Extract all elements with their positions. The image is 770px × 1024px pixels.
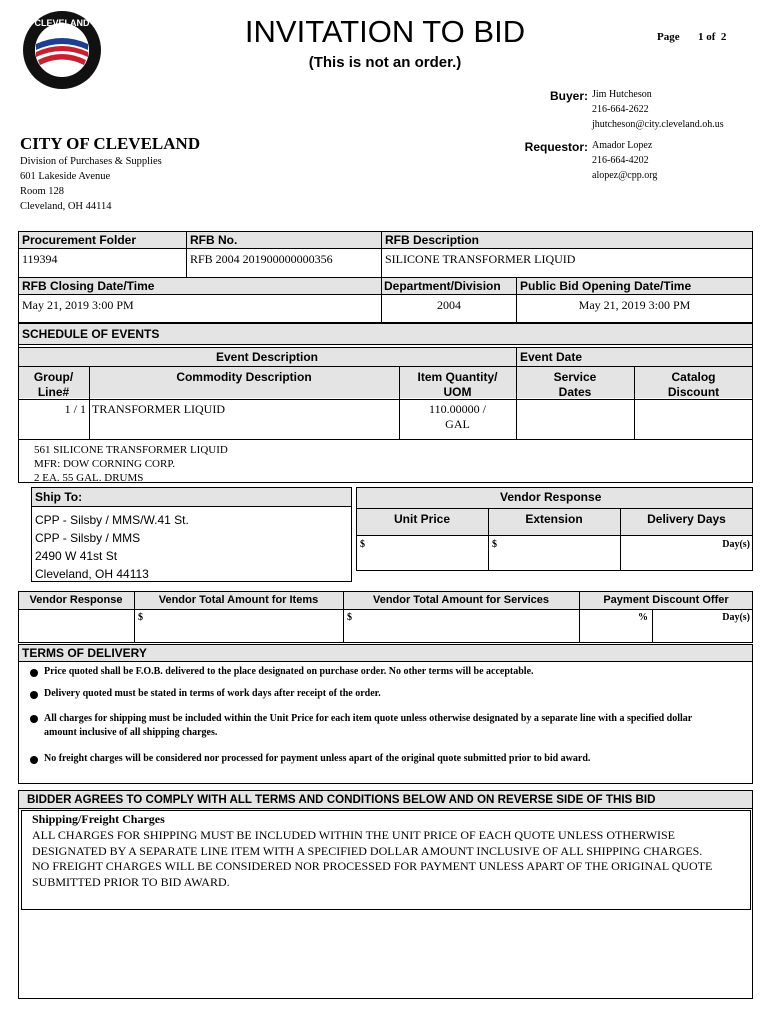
term-item: Delivery quoted must be stated in terms of work days after receipt of the order. bbox=[44, 688, 381, 699]
bullet-icon bbox=[30, 715, 38, 723]
totals-services-dollar: $ bbox=[347, 612, 352, 623]
rfb-no-label: RFB No. bbox=[190, 233, 238, 247]
closing-label: RFB Closing Date/Time bbox=[22, 279, 155, 293]
requestor-label: Requestor: bbox=[524, 140, 588, 154]
extension-header: Extension bbox=[525, 512, 583, 526]
procurement-folder-value: 119394 bbox=[22, 252, 58, 266]
requestor-name: Amador Lopez bbox=[592, 140, 653, 151]
rfb-desc-value: SILICONE TRANSFORMER LIQUID bbox=[385, 252, 576, 266]
row-quantity: 110.00000 / GAL bbox=[429, 402, 486, 431]
totals-services-header: Vendor Total Amount for Services bbox=[372, 594, 550, 606]
discount-percent: % bbox=[638, 612, 648, 623]
col-catalog-discount: Catalog Discount bbox=[667, 370, 720, 399]
ship-to-label: Ship To: bbox=[35, 490, 83, 504]
extension-input[interactable] bbox=[500, 537, 618, 569]
col-service-dates: Service Dates bbox=[553, 370, 597, 399]
term-item: No freight charges will be considered nor processed for payment unless apart of the original quote submitted prior to bid award. bbox=[44, 753, 591, 764]
totals-items-input[interactable] bbox=[146, 611, 341, 641]
delivery-days-header: Delivery Days bbox=[647, 512, 726, 526]
totals-services-input[interactable] bbox=[355, 611, 577, 641]
discount-percent-input[interactable] bbox=[581, 611, 637, 641]
agreement-subheading: Shipping/Freight Charges bbox=[32, 812, 165, 826]
term-item: All charges for shipping must be included within the Unit Price for each item quote unless otherwise designated by a separate line with a specified dollar amount inclusive of all shipping charges. bbox=[44, 713, 693, 738]
delivery-days-input[interactable] bbox=[622, 551, 750, 569]
unit-price-input[interactable] bbox=[368, 537, 486, 569]
buyer-email[interactable]: jhutcheson@city.cleveland.oh.us bbox=[592, 119, 724, 130]
totals-items-dollar: $ bbox=[138, 612, 143, 623]
col-group-line: Group/ Line# bbox=[33, 370, 74, 399]
agreement-body: ALL CHARGES FOR SHIPPING MUST BE INCLUDED WITHIN THE UNIT PRICE OF EACH QUOTE UNLESS OTHERWISE DESIGNATED BY A SEPARATE LINE ITEM WITH A SPECIFIED DOLLAR AMOUNT INCLUSIVE OF ALL SHIPPING CHARGES. NO FREIGHT CHARGES WILL BE CONSIDERED NOR PROCESSED FOR PAYMENT UNLESS APART OF THE ORIGINAL QUOTE SUBMITTED PRIOR TO BID AWARD. bbox=[32, 828, 713, 889]
term-item: Price quoted shall be F.O.B. delivered to the place designated on purchase order. No other terms will be acceptable. bbox=[44, 666, 534, 677]
vendor-response-title: Vendor Response bbox=[500, 490, 602, 504]
svg-text:CLEVELAND: CLEVELAND bbox=[34, 18, 90, 28]
totals-vendor-response: Vendor Response bbox=[29, 594, 123, 606]
unit-price-header: Unit Price bbox=[393, 512, 450, 526]
org-line3: Room 128 bbox=[20, 186, 65, 197]
bullet-icon bbox=[30, 756, 38, 764]
rfb-no-value: RFB 2004 201900000000356 bbox=[190, 252, 333, 266]
requestor-email[interactable]: alopez@cpp.org bbox=[592, 170, 658, 181]
totals-items-header: Vendor Total Amount for Items bbox=[158, 594, 319, 606]
bullet-icon bbox=[30, 691, 38, 699]
opening-label: Public Bid Opening Date/Time bbox=[520, 279, 692, 293]
buyer-label: Buyer: bbox=[549, 89, 588, 103]
org-line1: Division of Purchases & Supplies bbox=[20, 156, 162, 167]
page-title: INVITATION TO BID bbox=[244, 14, 526, 49]
row-commodity: TRANSFORMER LIQUID bbox=[92, 402, 226, 416]
schedule-title: SCHEDULE OF EVENTS bbox=[22, 327, 160, 341]
org-line4: Cleveland, OH 44114 bbox=[20, 201, 112, 212]
extension-dollar: $ bbox=[492, 539, 497, 550]
event-description-header: Event Description bbox=[215, 350, 319, 364]
dept-label: Department/Division bbox=[384, 279, 501, 293]
page-subtitle: (This is not an order.) bbox=[308, 54, 462, 71]
closing-value: May 21, 2019 3:00 PM bbox=[22, 298, 134, 312]
page-label: Page bbox=[657, 31, 680, 43]
delivery-days-unit: Day(s) bbox=[722, 539, 750, 550]
dept-value: 2004 bbox=[437, 298, 461, 312]
event-date-header: Event Date bbox=[520, 350, 583, 364]
discount-days: Day(s) bbox=[722, 612, 750, 623]
org-name: CITY OF CLEVELAND bbox=[20, 134, 201, 153]
opening-value: May 21, 2019 3:00 PM bbox=[578, 298, 691, 312]
rfb-desc-label: RFB Description bbox=[385, 233, 480, 247]
buyer-phone: 216-664-2622 bbox=[592, 104, 649, 115]
procurement-folder-label: Procurement Folder bbox=[22, 233, 137, 247]
col-commodity: Commodity Description bbox=[176, 370, 312, 384]
payment-discount-header: Payment Discount Offer bbox=[603, 594, 729, 606]
unit-price-dollar: $ bbox=[360, 539, 365, 550]
bullet-icon bbox=[30, 669, 38, 677]
ship-to-address: CPP - Silsby / MMS/W.41 St. CPP - Silsby / MMS 2490 W 41st St Cleveland, OH 44113 bbox=[35, 513, 189, 581]
discount-days-input[interactable] bbox=[654, 625, 751, 641]
terms-title: TERMS OF DELIVERY bbox=[22, 646, 147, 660]
org-line2: 601 Lakeside Avenue bbox=[20, 171, 111, 182]
city-seal-logo bbox=[22, 10, 102, 90]
agreement-title: BIDDER AGREES TO COMPLY WITH ALL TERMS AND CONDITIONS BELOW AND ON REVERSE SIDE OF THIS BID bbox=[27, 793, 656, 806]
col-quantity: Item Quantity/ UOM bbox=[417, 370, 498, 399]
buyer-name: Jim Hutcheson bbox=[592, 89, 652, 100]
page-number: 1 of 2 bbox=[698, 31, 727, 43]
item-detail: 561 SILICONE TRANSFORMER LIQUID MFR: DOW CORNING CORP. 2 EA. 55 GAL. DRUMS bbox=[34, 444, 228, 484]
row-group-line: 1 / 1 bbox=[64, 402, 86, 416]
requestor-phone: 216-664-4202 bbox=[592, 155, 649, 166]
